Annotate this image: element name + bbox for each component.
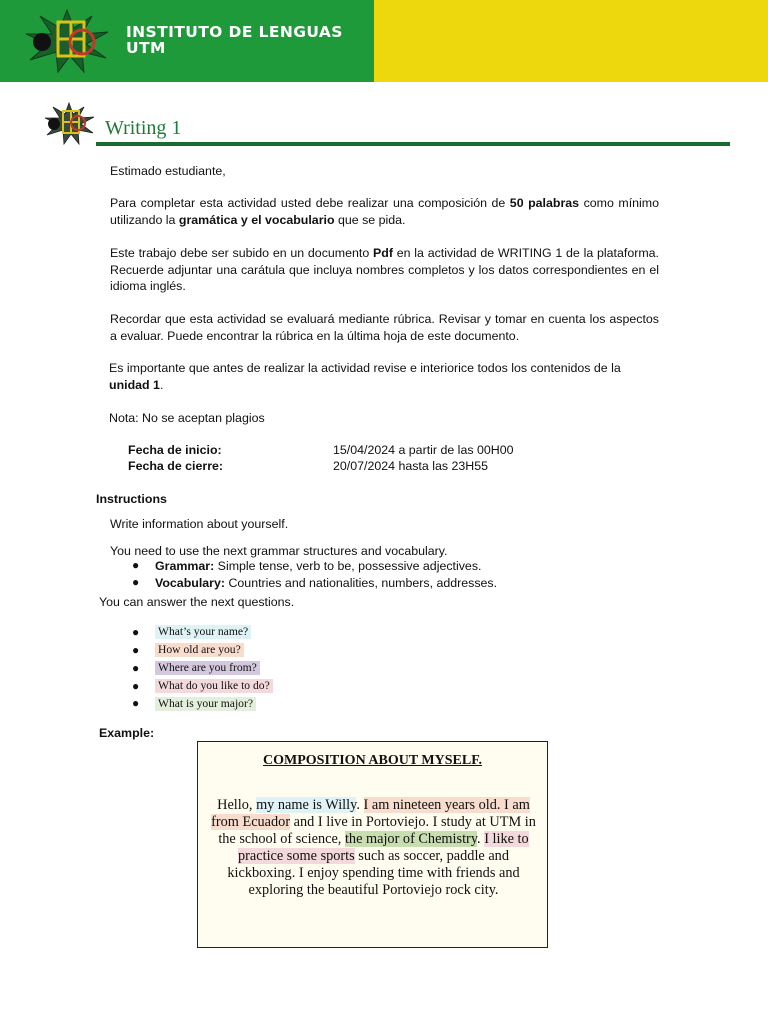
example-composition-box <box>197 741 548 948</box>
composition-title: COMPOSITION ABOUT MYSELF. <box>263 753 482 768</box>
example-label: Example: <box>99 726 155 740</box>
start-date-value: 15/04/2024 a partir de las 00H00 <box>333 443 514 457</box>
institute-title <box>126 24 343 56</box>
paragraph-word-count: Para completar esta actividad usted debe realizar una composición de 50 palabras como mínimo utilizando la gramática y el vocabulario que se pida. <box>110 196 659 227</box>
header-yellow-band <box>374 0 768 82</box>
document-title: Writing 1 <box>105 117 182 139</box>
question-bullet: ● <box>132 679 140 693</box>
start-date-label: Fecha de inicio: <box>128 443 222 457</box>
paragraph-rubric: Recordar que esta actividad se evaluará mediante rúbrica. Revisar y tomar en cuenta los aspectos a evaluar. Puede encontrar la rúbrica en la última hoja de este documento. <box>110 312 659 343</box>
question-origin: Where are you from? <box>155 661 260 675</box>
utm-small-logo-icon <box>42 102 96 146</box>
question-age: How old are you? <box>155 643 244 657</box>
vocabulary-bullet: ● <box>132 575 140 589</box>
question-bullet: ● <box>132 643 140 657</box>
composition-body: Hello, my name is Willy. I am nineteen years old. I am from Ecuador and I live in Portoviejo. I study at UTM in the school of science, the major of Chemistry. I like to practice some sports such as soccer, paddle and kickboxing. I enjoy spending time with friends and exploring the beautiful Portoviejo rock city. <box>211 797 536 898</box>
question-major: What is your major? <box>155 697 256 711</box>
institute-title-line1: INSTITUTO DE LENGUAS <box>126 23 343 41</box>
end-date-label: Fecha de cierre: <box>128 459 224 473</box>
greeting: Estimado estudiante, <box>110 164 226 178</box>
instructions-heading: Instructions <box>96 492 167 506</box>
grammar-item: Grammar: Simple tense, verb to be, possessive adjectives. <box>155 559 482 573</box>
end-date-value: 20/07/2024 hasta las 23H55 <box>333 459 489 473</box>
question-hobbies: What do you like to do? <box>155 679 273 693</box>
paragraph-upload: Este trabajo debe ser subido en un documento Pdf en la actividad de WRITING 1 de la plataforma. Recuerde adjuntar una carátula que incluya nombres completos y los datos correspondientes en el idioma inglés. <box>110 246 659 293</box>
grammar-bullet: ● <box>132 558 140 572</box>
institute-title-line2: UTM <box>126 39 166 57</box>
instructions-line2: You need to use the next grammar structures and vocabulary. <box>110 544 448 558</box>
paragraph-unit: Es importante que antes de realizar la actividad revise e interiorice todos los contenidos de la unidad 1. <box>109 361 621 392</box>
header-banner <box>0 0 768 82</box>
question-name: What’s your name? <box>155 625 251 639</box>
title-divider <box>96 142 730 146</box>
question-bullet: ● <box>132 696 140 710</box>
utm-logo-icon <box>22 8 112 74</box>
question-bullet: ● <box>132 625 140 639</box>
answer-instructions: You can answer the next questions. <box>99 595 295 609</box>
vocabulary-item: Vocabulary: Countries and nationalities, numbers, addresses. <box>155 576 498 590</box>
plagiarism-note: Nota: No se aceptan plagios <box>109 411 265 425</box>
question-bullet: ● <box>132 661 140 675</box>
instructions-line1: Write information about yourself. <box>110 517 289 531</box>
